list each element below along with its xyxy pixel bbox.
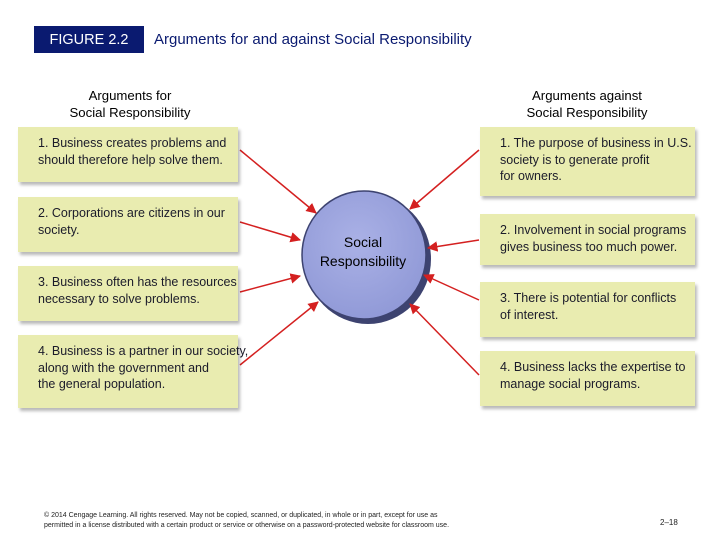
copyright-line: permitted in a license distributed with a certain product or service or otherwise on a password-protected website for classroom use. bbox=[44, 522, 450, 529]
argument-for-box bbox=[18, 266, 238, 321]
argument-text: society. bbox=[38, 222, 80, 237]
argument-text: of interest. bbox=[500, 307, 559, 322]
figure-title: Arguments for and against Social Responsibility bbox=[154, 30, 472, 48]
page-number: 2–18 bbox=[660, 518, 678, 527]
argument-text: necessary to solve problems. bbox=[38, 291, 200, 306]
argument-text: 3. There is potential for conflicts bbox=[500, 291, 677, 305]
arrow-for-1 bbox=[240, 150, 316, 213]
argument-text: manage social programs. bbox=[500, 376, 641, 391]
copyright-footer bbox=[44, 511, 449, 531]
argument-text: along with the government and bbox=[38, 360, 209, 375]
figure-label: FIGURE 2.2 bbox=[34, 26, 144, 53]
argument-text: 4. Business is a partner in our society, bbox=[38, 344, 249, 358]
argument-for-box bbox=[18, 197, 238, 252]
heading-line: Social Responsibility bbox=[69, 105, 191, 120]
argument-against-box bbox=[480, 127, 695, 196]
arrow-against-3 bbox=[424, 275, 479, 300]
arrow-for-2 bbox=[240, 222, 300, 240]
center-label-line: Social bbox=[343, 234, 383, 250]
argument-text: gives business too much power. bbox=[500, 239, 678, 254]
argument-text: for owners. bbox=[500, 169, 562, 183]
heading-line: Arguments against bbox=[532, 88, 642, 103]
heading-line: Social Responsibility bbox=[526, 105, 648, 120]
argument-text: the general population. bbox=[38, 377, 166, 391]
argument-for-box bbox=[18, 335, 249, 408]
argument-text: 1. Business creates problems and bbox=[38, 136, 227, 150]
heading-line: Arguments for bbox=[88, 88, 172, 103]
argument-text: 2. Involvement in social programs bbox=[500, 223, 687, 237]
arrow-against-2 bbox=[428, 240, 479, 248]
center-label-line: Responsibility bbox=[319, 253, 407, 269]
argument-against-box bbox=[480, 214, 695, 265]
arrow-for-4 bbox=[240, 302, 318, 365]
argument-text: society is to generate profit bbox=[500, 152, 650, 167]
copyright-line: © 2014 Cengage Learning. All rights reserved. May not be copied, scanned, or duplicated, in whole or in part, except for use as bbox=[44, 512, 438, 519]
arrow-for-3 bbox=[240, 276, 300, 292]
arrow-against-4 bbox=[410, 304, 479, 375]
arrow-against-1 bbox=[410, 150, 479, 209]
argument-text: 1. The purpose of business in U.S. bbox=[500, 136, 692, 150]
argument-text: should therefore help solve them. bbox=[38, 152, 223, 167]
argument-against-box bbox=[480, 351, 695, 406]
argument-against-box bbox=[480, 282, 695, 337]
argument-text: 3. Business often has the resources bbox=[38, 275, 237, 289]
argument-for-box bbox=[18, 127, 238, 182]
argument-text: 2. Corporations are citizens in our bbox=[38, 206, 225, 220]
center-label bbox=[300, 233, 426, 271]
argument-text: 4. Business lacks the expertise to bbox=[500, 360, 686, 374]
